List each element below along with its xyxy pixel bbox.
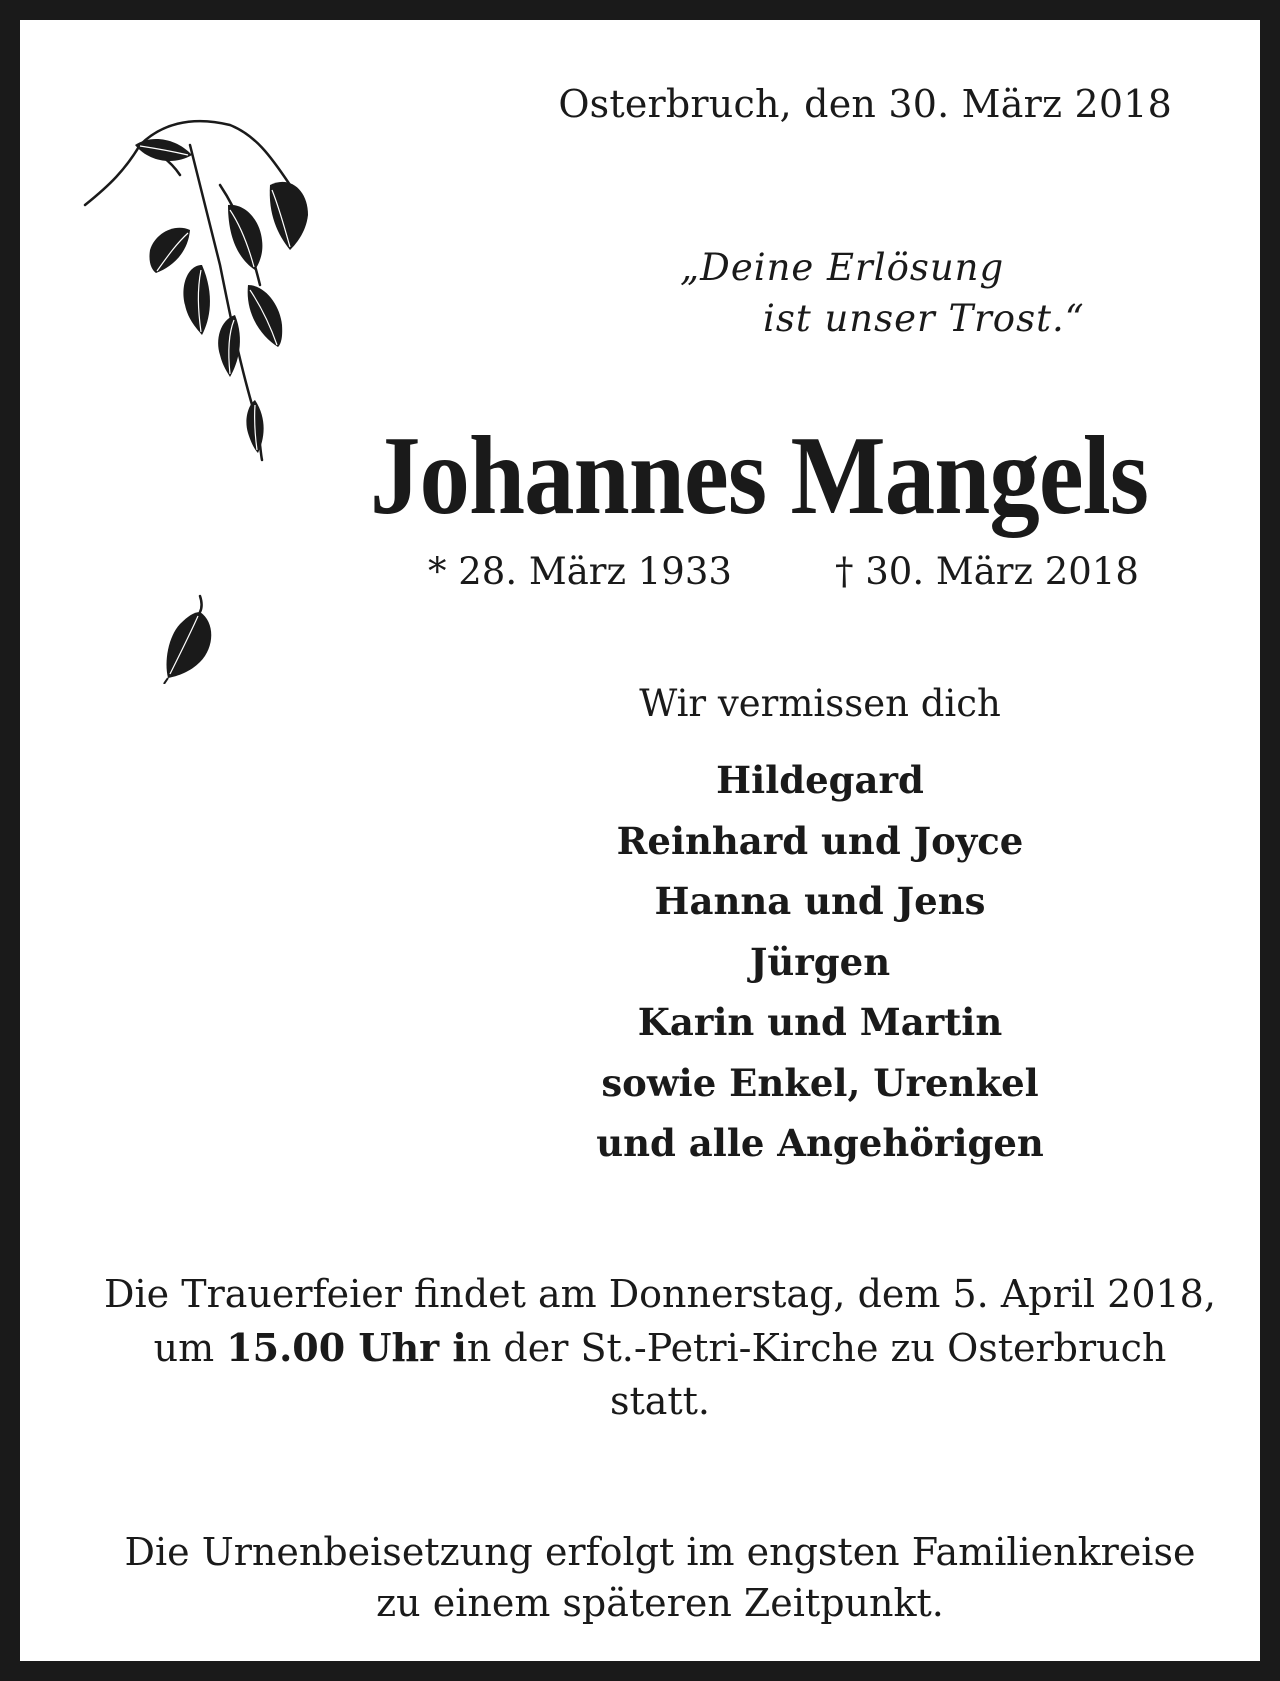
ceremony-text-2: n der St.-Petri-Kirche zu Osterbruch statt. bbox=[466, 1326, 1167, 1423]
ceremony-time: 15.00 Uhr i bbox=[226, 1325, 467, 1370]
mourner-name: sowie Enkel, Urenkel bbox=[601, 1060, 1039, 1105]
mourners-list bbox=[560, 750, 1080, 1174]
mourner-name: Reinhard und Joyce bbox=[616, 818, 1024, 863]
death-date: † 30. März 2018 bbox=[835, 550, 1139, 593]
ceremony-text-1: Die Trauerfeier findet am Donnerstag, dem 5. April 2018, um bbox=[104, 1272, 1216, 1370]
quote bbox=[680, 242, 1085, 344]
mourning-intro: Wir vermissen dich bbox=[639, 682, 1001, 725]
mourner-name: und alle Angehörigen bbox=[596, 1121, 1044, 1165]
quote-line-2: ist unser Trost.“ bbox=[763, 297, 1085, 340]
falling-leaf-icon bbox=[160, 592, 220, 684]
mourner-name: Hildegard bbox=[716, 758, 924, 802]
place-date: Osterbruch, den 30. März 2018 bbox=[558, 82, 1172, 126]
burial-line-2: zu einem späteren Zeitpunkt. bbox=[376, 1581, 944, 1625]
birch-branch-icon bbox=[80, 115, 340, 495]
mourner-name: Jürgen bbox=[749, 939, 891, 984]
birth-date: * 28. März 1933 bbox=[428, 550, 732, 593]
burial-notice bbox=[80, 1527, 1240, 1629]
ceremony-notice bbox=[100, 1268, 1220, 1428]
deceased-name: Johannes Mangels bbox=[370, 414, 1149, 538]
mourner-name: Karin und Martin bbox=[637, 1000, 1003, 1044]
mourner-name: Hanna und Jens bbox=[654, 879, 986, 923]
quote-line-1: „Deine Erlösung bbox=[680, 246, 1005, 289]
burial-line-1: Die Urnenbeisetzung erfolgt im engsten Familienkreise bbox=[124, 1530, 1196, 1574]
